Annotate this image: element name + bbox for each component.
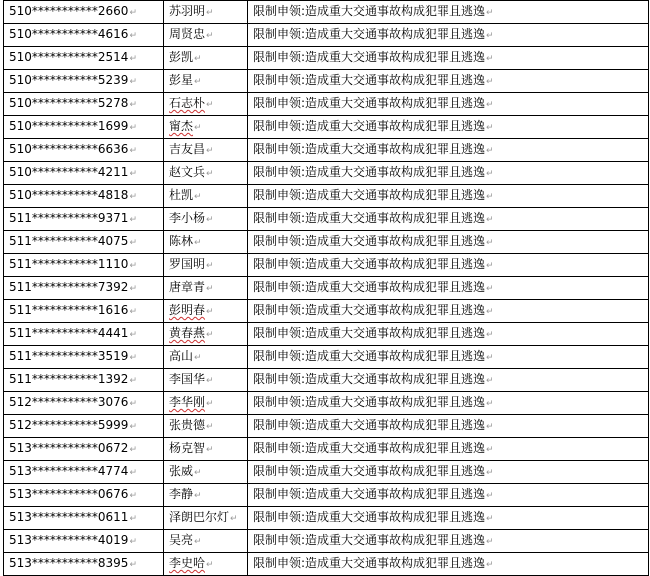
table-row bbox=[4, 415, 649, 438]
paragraph-mark-icon: ↵ bbox=[129, 238, 137, 248]
name-text: 李史哈 bbox=[169, 556, 206, 570]
paragraph-mark-icon: ↵ bbox=[129, 422, 137, 432]
table-row bbox=[4, 346, 649, 369]
name-cell bbox=[164, 415, 248, 438]
reason-cell bbox=[248, 185, 649, 208]
name-text: 赵文兵 bbox=[169, 165, 206, 179]
paragraph-mark-icon: ↵ bbox=[206, 261, 214, 271]
name-cell bbox=[164, 93, 248, 116]
paragraph-mark-icon: ↵ bbox=[129, 560, 137, 570]
name-text: 甯杰 bbox=[169, 119, 194, 133]
reason-cell bbox=[248, 438, 649, 461]
reason-cell bbox=[248, 47, 649, 70]
id-number-cell bbox=[4, 185, 164, 208]
reason-cell bbox=[248, 162, 649, 185]
reason-text: 限制申领:造成重大交通事故构成犯罪且逃逸 bbox=[253, 326, 486, 340]
id-number-text: 510***********4616 bbox=[9, 27, 129, 41]
name-text: 李静 bbox=[169, 487, 194, 501]
table-row bbox=[4, 392, 649, 415]
reason-cell bbox=[248, 507, 649, 530]
table-row bbox=[4, 300, 649, 323]
reason-text: 限制申领:造成重大交通事故构成犯罪且逃逸 bbox=[253, 211, 486, 225]
reason-text: 限制申领:造成重大交通事故构成犯罪且逃逸 bbox=[253, 280, 486, 294]
name-cell bbox=[164, 323, 248, 346]
paragraph-mark-icon: ↵ bbox=[194, 468, 202, 478]
name-text: 吉友昌 bbox=[169, 142, 206, 156]
name-text: 杜凯 bbox=[169, 188, 194, 202]
reason-text: 限制申领:造成重大交通事故构成犯罪且逃逸 bbox=[253, 349, 486, 363]
name-text: 周贤忠 bbox=[169, 27, 206, 41]
paragraph-mark-icon: ↵ bbox=[194, 54, 202, 64]
id-number-cell bbox=[4, 1, 164, 24]
paragraph-mark-icon: ↵ bbox=[206, 31, 214, 41]
id-number-cell bbox=[4, 415, 164, 438]
table-row bbox=[4, 369, 649, 392]
name-text: 苏羽明 bbox=[169, 4, 206, 18]
reason-cell bbox=[248, 24, 649, 47]
reason-text: 限制申领:造成重大交通事故构成犯罪且逃逸 bbox=[253, 510, 486, 524]
id-number-text: 512***********3076 bbox=[9, 395, 129, 409]
id-number-cell bbox=[4, 231, 164, 254]
name-cell bbox=[164, 507, 248, 530]
paragraph-mark-icon: ↵ bbox=[194, 537, 202, 547]
id-number-text: 511***********1616 bbox=[9, 303, 129, 317]
paragraph-mark-icon: ↵ bbox=[206, 445, 214, 455]
name-cell bbox=[164, 300, 248, 323]
id-number-cell bbox=[4, 323, 164, 346]
paragraph-mark-icon: ↵ bbox=[129, 284, 137, 294]
paragraph-mark-icon: ↵ bbox=[129, 192, 137, 202]
id-number-cell bbox=[4, 507, 164, 530]
id-number-cell bbox=[4, 93, 164, 116]
name-cell bbox=[164, 185, 248, 208]
paragraph-mark-icon: ↵ bbox=[129, 169, 137, 179]
reason-text: 限制申领:造成重大交通事故构成犯罪且逃逸 bbox=[253, 487, 486, 501]
paragraph-mark-icon: ↵ bbox=[486, 353, 494, 363]
id-number-cell bbox=[4, 369, 164, 392]
id-number-cell bbox=[4, 438, 164, 461]
paragraph-mark-icon: ↵ bbox=[206, 376, 214, 386]
reason-cell bbox=[248, 392, 649, 415]
paragraph-mark-icon: ↵ bbox=[129, 77, 137, 87]
paragraph-mark-icon: ↵ bbox=[486, 31, 494, 41]
reason-text: 限制申领:造成重大交通事故构成犯罪且逃逸 bbox=[253, 303, 486, 317]
paragraph-mark-icon: ↵ bbox=[486, 238, 494, 248]
id-number-text: 511***********3519 bbox=[9, 349, 129, 363]
id-number-cell bbox=[4, 277, 164, 300]
reason-text: 限制申领:造成重大交通事故构成犯罪且逃逸 bbox=[253, 50, 486, 64]
reason-cell bbox=[248, 93, 649, 116]
name-text: 陈林 bbox=[169, 234, 194, 248]
id-number-text: 510***********4211 bbox=[9, 165, 129, 179]
paragraph-mark-icon: ↵ bbox=[206, 284, 214, 294]
table-row bbox=[4, 507, 649, 530]
restriction-table-body bbox=[4, 1, 649, 576]
table-row bbox=[4, 24, 649, 47]
id-number-cell bbox=[4, 24, 164, 47]
id-number-cell bbox=[4, 392, 164, 415]
name-cell bbox=[164, 139, 248, 162]
id-number-cell bbox=[4, 139, 164, 162]
id-number-text: 513***********0611 bbox=[9, 510, 129, 524]
name-cell bbox=[164, 369, 248, 392]
reason-cell bbox=[248, 553, 649, 576]
reason-cell bbox=[248, 139, 649, 162]
name-cell bbox=[164, 116, 248, 139]
reason-text: 限制申领:造成重大交通事故构成犯罪且逃逸 bbox=[253, 165, 486, 179]
paragraph-mark-icon: ↵ bbox=[129, 468, 137, 478]
paragraph-mark-icon: ↵ bbox=[486, 215, 494, 225]
paragraph-mark-icon: ↵ bbox=[194, 353, 202, 363]
paragraph-mark-icon: ↵ bbox=[129, 376, 137, 386]
name-text: 彭星 bbox=[169, 73, 194, 87]
id-number-cell bbox=[4, 461, 164, 484]
name-cell bbox=[164, 438, 248, 461]
id-number-cell bbox=[4, 346, 164, 369]
paragraph-mark-icon: ↵ bbox=[486, 77, 494, 87]
reason-cell bbox=[248, 208, 649, 231]
paragraph-mark-icon: ↵ bbox=[486, 491, 494, 501]
id-number-text: 513***********4774 bbox=[9, 464, 129, 478]
id-number-text: 513***********0672 bbox=[9, 441, 129, 455]
reason-cell bbox=[248, 254, 649, 277]
name-text: 张威 bbox=[169, 464, 194, 478]
reason-text: 限制申领:造成重大交通事故构成犯罪且逃逸 bbox=[253, 234, 486, 248]
id-number-cell bbox=[4, 254, 164, 277]
id-number-text: 511***********9371 bbox=[9, 211, 129, 225]
name-text: 李小杨 bbox=[169, 211, 206, 225]
paragraph-mark-icon: ↵ bbox=[486, 537, 494, 547]
table-row bbox=[4, 185, 649, 208]
name-text: 彭凯 bbox=[169, 50, 194, 64]
paragraph-mark-icon: ↵ bbox=[129, 353, 137, 363]
paragraph-mark-icon: ↵ bbox=[486, 330, 494, 340]
reason-text: 限制申领:造成重大交通事故构成犯罪且逃逸 bbox=[253, 142, 486, 156]
paragraph-mark-icon: ↵ bbox=[206, 146, 214, 156]
paragraph-mark-icon: ↵ bbox=[486, 560, 494, 570]
paragraph-mark-icon: ↵ bbox=[194, 77, 202, 87]
paragraph-mark-icon: ↵ bbox=[486, 8, 494, 18]
paragraph-mark-icon: ↵ bbox=[206, 307, 214, 317]
paragraph-mark-icon: ↵ bbox=[129, 537, 137, 547]
name-cell bbox=[164, 346, 248, 369]
name-text: 罗国明 bbox=[169, 257, 206, 271]
name-text: 石志朴 bbox=[169, 96, 206, 110]
reason-text: 限制申领:造成重大交通事故构成犯罪且逃逸 bbox=[253, 395, 486, 409]
paragraph-mark-icon: ↵ bbox=[129, 307, 137, 317]
table-row bbox=[4, 139, 649, 162]
reason-text: 限制申领:造成重大交通事故构成犯罪且逃逸 bbox=[253, 257, 486, 271]
id-number-cell bbox=[4, 70, 164, 93]
reason-text: 限制申领:造成重大交通事故构成犯罪且逃逸 bbox=[253, 4, 486, 18]
id-number-cell bbox=[4, 208, 164, 231]
paragraph-mark-icon: ↵ bbox=[486, 445, 494, 455]
reason-text: 限制申领:造成重大交通事故构成犯罪且逃逸 bbox=[253, 533, 486, 547]
name-cell bbox=[164, 254, 248, 277]
paragraph-mark-icon: ↵ bbox=[129, 54, 137, 64]
paragraph-mark-icon: ↵ bbox=[230, 514, 238, 524]
reason-text: 限制申领:造成重大交通事故构成犯罪且逃逸 bbox=[253, 188, 486, 202]
paragraph-mark-icon: ↵ bbox=[486, 146, 494, 156]
reason-cell bbox=[248, 530, 649, 553]
table-row bbox=[4, 277, 649, 300]
paragraph-mark-icon: ↵ bbox=[129, 445, 137, 455]
reason-text: 限制申领:造成重大交通事故构成犯罪且逃逸 bbox=[253, 464, 486, 478]
reason-text: 限制申领:造成重大交通事故构成犯罪且逃逸 bbox=[253, 27, 486, 41]
paragraph-mark-icon: ↵ bbox=[486, 422, 494, 432]
table-row bbox=[4, 438, 649, 461]
table-row bbox=[4, 1, 649, 24]
id-number-text: 510***********2514 bbox=[9, 50, 129, 64]
paragraph-mark-icon: ↵ bbox=[486, 284, 494, 294]
paragraph-mark-icon: ↵ bbox=[129, 123, 137, 133]
name-cell bbox=[164, 208, 248, 231]
table-row bbox=[4, 530, 649, 553]
paragraph-mark-icon: ↵ bbox=[129, 215, 137, 225]
reason-cell bbox=[248, 300, 649, 323]
reason-cell bbox=[248, 231, 649, 254]
reason-cell bbox=[248, 484, 649, 507]
reason-cell bbox=[248, 323, 649, 346]
paragraph-mark-icon: ↵ bbox=[486, 169, 494, 179]
paragraph-mark-icon: ↵ bbox=[194, 192, 202, 202]
reason-cell bbox=[248, 116, 649, 139]
name-text: 杨克智 bbox=[169, 441, 206, 455]
paragraph-mark-icon: ↵ bbox=[486, 100, 494, 110]
paragraph-mark-icon: ↵ bbox=[486, 376, 494, 386]
reason-cell bbox=[248, 346, 649, 369]
id-number-text: 511***********4075 bbox=[9, 234, 129, 248]
name-text: 李国华 bbox=[169, 372, 206, 386]
name-cell bbox=[164, 277, 248, 300]
name-text: 李华刚 bbox=[169, 395, 206, 409]
paragraph-mark-icon: ↵ bbox=[206, 215, 214, 225]
paragraph-mark-icon: ↵ bbox=[206, 169, 214, 179]
paragraph-mark-icon: ↵ bbox=[129, 146, 137, 156]
paragraph-mark-icon: ↵ bbox=[129, 100, 137, 110]
paragraph-mark-icon: ↵ bbox=[206, 399, 214, 409]
name-cell bbox=[164, 231, 248, 254]
table-row bbox=[4, 208, 649, 231]
table-row bbox=[4, 553, 649, 576]
id-number-cell bbox=[4, 484, 164, 507]
name-cell bbox=[164, 553, 248, 576]
table-row bbox=[4, 162, 649, 185]
id-number-cell bbox=[4, 47, 164, 70]
name-text: 黄春燕 bbox=[169, 326, 206, 340]
paragraph-mark-icon: ↵ bbox=[129, 491, 137, 501]
name-cell bbox=[164, 70, 248, 93]
reason-text: 限制申领:造成重大交通事故构成犯罪且逃逸 bbox=[253, 119, 486, 133]
paragraph-mark-icon: ↵ bbox=[206, 422, 214, 432]
id-number-text: 512***********5999 bbox=[9, 418, 129, 432]
id-number-text: 510***********2660 bbox=[9, 4, 129, 18]
name-text: 唐章青 bbox=[169, 280, 206, 294]
paragraph-mark-icon: ↵ bbox=[486, 192, 494, 202]
id-number-text: 511***********7392 bbox=[9, 280, 129, 294]
paragraph-mark-icon: ↵ bbox=[129, 330, 137, 340]
id-number-cell bbox=[4, 162, 164, 185]
name-cell bbox=[164, 47, 248, 70]
id-number-cell bbox=[4, 530, 164, 553]
table-row bbox=[4, 254, 649, 277]
paragraph-mark-icon: ↵ bbox=[486, 399, 494, 409]
paragraph-mark-icon: ↵ bbox=[129, 8, 137, 18]
paragraph-mark-icon: ↵ bbox=[486, 307, 494, 317]
reason-cell bbox=[248, 1, 649, 24]
table-row bbox=[4, 323, 649, 346]
name-cell bbox=[164, 1, 248, 24]
name-cell bbox=[164, 530, 248, 553]
paragraph-mark-icon: ↵ bbox=[194, 123, 202, 133]
paragraph-mark-icon: ↵ bbox=[486, 123, 494, 133]
id-number-text: 513***********4019 bbox=[9, 533, 129, 547]
paragraph-mark-icon: ↵ bbox=[486, 468, 494, 478]
name-cell bbox=[164, 392, 248, 415]
name-cell bbox=[164, 484, 248, 507]
paragraph-mark-icon: ↵ bbox=[129, 261, 137, 271]
reason-text: 限制申领:造成重大交通事故构成犯罪且逃逸 bbox=[253, 96, 486, 110]
name-text: 彭明春 bbox=[169, 303, 206, 317]
paragraph-mark-icon: ↵ bbox=[486, 54, 494, 64]
table-row bbox=[4, 484, 649, 507]
id-number-cell bbox=[4, 553, 164, 576]
paragraph-mark-icon: ↵ bbox=[206, 330, 214, 340]
paragraph-mark-icon: ↵ bbox=[194, 238, 202, 248]
reason-cell bbox=[248, 277, 649, 300]
reason-text: 限制申领:造成重大交通事故构成犯罪且逃逸 bbox=[253, 441, 486, 455]
paragraph-mark-icon: ↵ bbox=[206, 560, 214, 570]
name-text: 张贵德 bbox=[169, 418, 206, 432]
id-number-text: 513***********8395 bbox=[9, 556, 129, 570]
id-number-text: 510***********4818 bbox=[9, 188, 129, 202]
id-number-text: 511***********4441 bbox=[9, 326, 129, 340]
table-row bbox=[4, 47, 649, 70]
restriction-table bbox=[3, 0, 649, 576]
id-number-text: 510***********6636 bbox=[9, 142, 129, 156]
name-cell bbox=[164, 162, 248, 185]
id-number-text: 510***********5278 bbox=[9, 96, 129, 110]
id-number-cell bbox=[4, 300, 164, 323]
id-number-text: 510***********1699 bbox=[9, 119, 129, 133]
table-row bbox=[4, 116, 649, 139]
paragraph-mark-icon: ↵ bbox=[486, 261, 494, 271]
table-row bbox=[4, 231, 649, 254]
table-row bbox=[4, 70, 649, 93]
reason-text: 限制申领:造成重大交通事故构成犯罪且逃逸 bbox=[253, 556, 486, 570]
paragraph-mark-icon: ↵ bbox=[194, 491, 202, 501]
reason-text: 限制申领:造成重大交通事故构成犯罪且逃逸 bbox=[253, 372, 486, 386]
id-number-text: 513***********0676 bbox=[9, 487, 129, 501]
name-text: 高山 bbox=[169, 349, 194, 363]
reason-cell bbox=[248, 461, 649, 484]
id-number-cell bbox=[4, 116, 164, 139]
paragraph-mark-icon: ↵ bbox=[129, 399, 137, 409]
reason-cell bbox=[248, 369, 649, 392]
reason-cell bbox=[248, 70, 649, 93]
reason-cell bbox=[248, 415, 649, 438]
id-number-text: 510***********5239 bbox=[9, 73, 129, 87]
id-number-text: 511***********1392 bbox=[9, 372, 129, 386]
paragraph-mark-icon: ↵ bbox=[129, 514, 137, 524]
name-text: 吴亮 bbox=[169, 533, 194, 547]
reason-text: 限制申领:造成重大交通事故构成犯罪且逃逸 bbox=[253, 73, 486, 87]
table-row bbox=[4, 93, 649, 116]
paragraph-mark-icon: ↵ bbox=[486, 514, 494, 524]
id-number-text: 511***********1110 bbox=[9, 257, 129, 271]
name-text: 泽朗巴尔灯 bbox=[169, 510, 230, 524]
name-cell bbox=[164, 24, 248, 47]
paragraph-mark-icon: ↵ bbox=[206, 100, 214, 110]
reason-text: 限制申领:造成重大交通事故构成犯罪且逃逸 bbox=[253, 418, 486, 432]
paragraph-mark-icon: ↵ bbox=[129, 31, 137, 41]
name-cell bbox=[164, 461, 248, 484]
paragraph-mark-icon: ↵ bbox=[206, 8, 214, 18]
table-row bbox=[4, 461, 649, 484]
